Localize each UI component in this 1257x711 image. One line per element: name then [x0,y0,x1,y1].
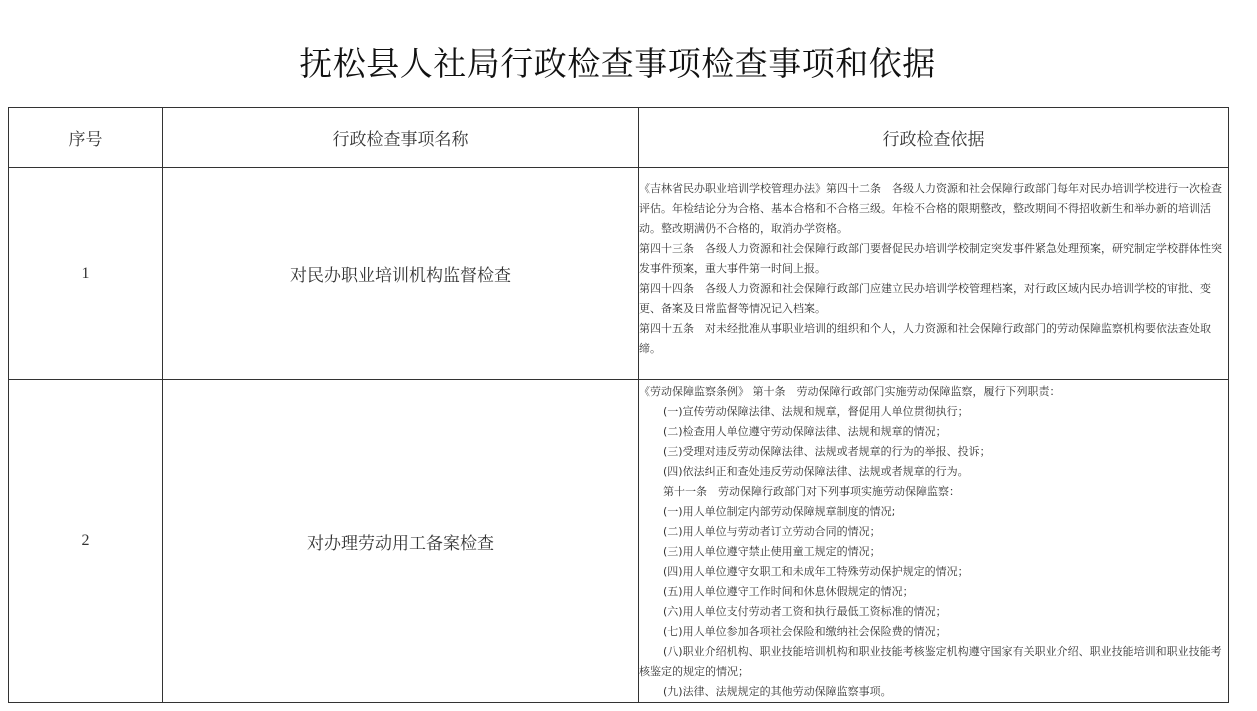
inspection-table [8,107,1229,703]
basis-paragraph: (七)用人单位参加各项社会保险和缴纳社会保险费的情况； [663,625,947,638]
row-item-name: 对民办职业培训机构监督检查 [163,168,639,380]
row-basis [639,380,1229,703]
basis-paragraph: 第十一条 劳动保障行政部门对下列事项实施劳动保障监察： [663,485,960,498]
table-row [9,168,1229,380]
basis-paragraph: (六)用人单位支付劳动者工资和执行最低工资标准的情况； [663,605,947,618]
header-seq: 序号 [9,108,163,168]
basis-paragraph: 第四十五条 对未经批准从事职业培训的组织和个人，人力资源和社会保障行政部门的劳动保障监察机构要依法查处取缔。 [639,322,1211,355]
basis-paragraph: (三)受理对违反劳动保障法律、法规或者规章的行为的举报、投诉； [663,445,991,458]
page-title: 抚松县人社局行政检查事项检查事项和依据 [299,44,936,83]
basis-paragraph: (二)用人单位与劳动者订立劳动合同的情况； [663,525,881,538]
header-item-name: 行政检查事项名称 [163,108,639,168]
basis-paragraph: 第四十三条 各级人力资源和社会保障行政部门要督促民办培训学校制定突发事件紧急处理预案，研究制定学校群体性突发事件预案，重大事件第一时间上报。 [639,242,1222,275]
basis-paragraph: (五)用人单位遵守工作时间和休息休假规定的情况； [663,585,914,598]
basis-paragraph: (八)职业介绍机构、职业技能培训机构和职业技能考核鉴定机构遵守国家有关职业介绍、职业技能培训和职业技能考核鉴定的规定的情况； [639,645,1222,678]
row-seq: 2 [9,380,163,703]
row-basis [639,168,1229,380]
basis-paragraph: 《吉林省民办职业培训学校管理办法》第四十二条 各级人力资源和社会保障行政部门每年对民办培训学校进行一次检查评估。年检结论分为合格、基本合格和不合格三级。年检不合格的限期整改，整改期间不得招收新生和举办新的培训活动。整改期满仍不合格的，取消办学资格。 [639,182,1222,235]
header-basis: 行政检查依据 [639,108,1229,168]
basis-paragraph: (四)用人单位遵守女职工和未成年工特殊劳动保护规定的情况； [663,565,969,578]
basis-paragraph: (九)法律、法规规定的其他劳动保障监察事项。 [663,685,892,698]
table-header-row [9,108,1229,168]
basis-paragraph: (四)依法纠正和查处违反劳动保障法律、法规或者规章的行为。 [663,465,969,478]
table-row [9,380,1229,703]
row-item-name: 对办理劳动用工备案检查 [163,380,639,703]
basis-paragraph: 第四十四条 各级人力资源和社会保障行政部门应建立民办培训学校管理档案，对行政区域内民办培训学校的审批、变更、备案及日常监督等情况记入档案。 [639,282,1211,315]
basis-paragraph: (三)用人单位遵守禁止使用童工规定的情况； [663,545,881,558]
basis-paragraph: 《劳动保障监察条例》 第十条 劳动保障行政部门实施劳动保障监察，履行下列职责： [639,385,1061,398]
row-seq: 1 [9,168,163,380]
basis-paragraph: (一)用人单位制定内部劳动保障规章制度的情况; [663,505,896,518]
basis-paragraph: (一)宣传劳动保障法律、法规和规章，督促用人单位贯彻执行； [663,405,969,418]
basis-paragraph: (二)检查用人单位遵守劳动保障法律、法规和规章的情况； [663,425,947,438]
